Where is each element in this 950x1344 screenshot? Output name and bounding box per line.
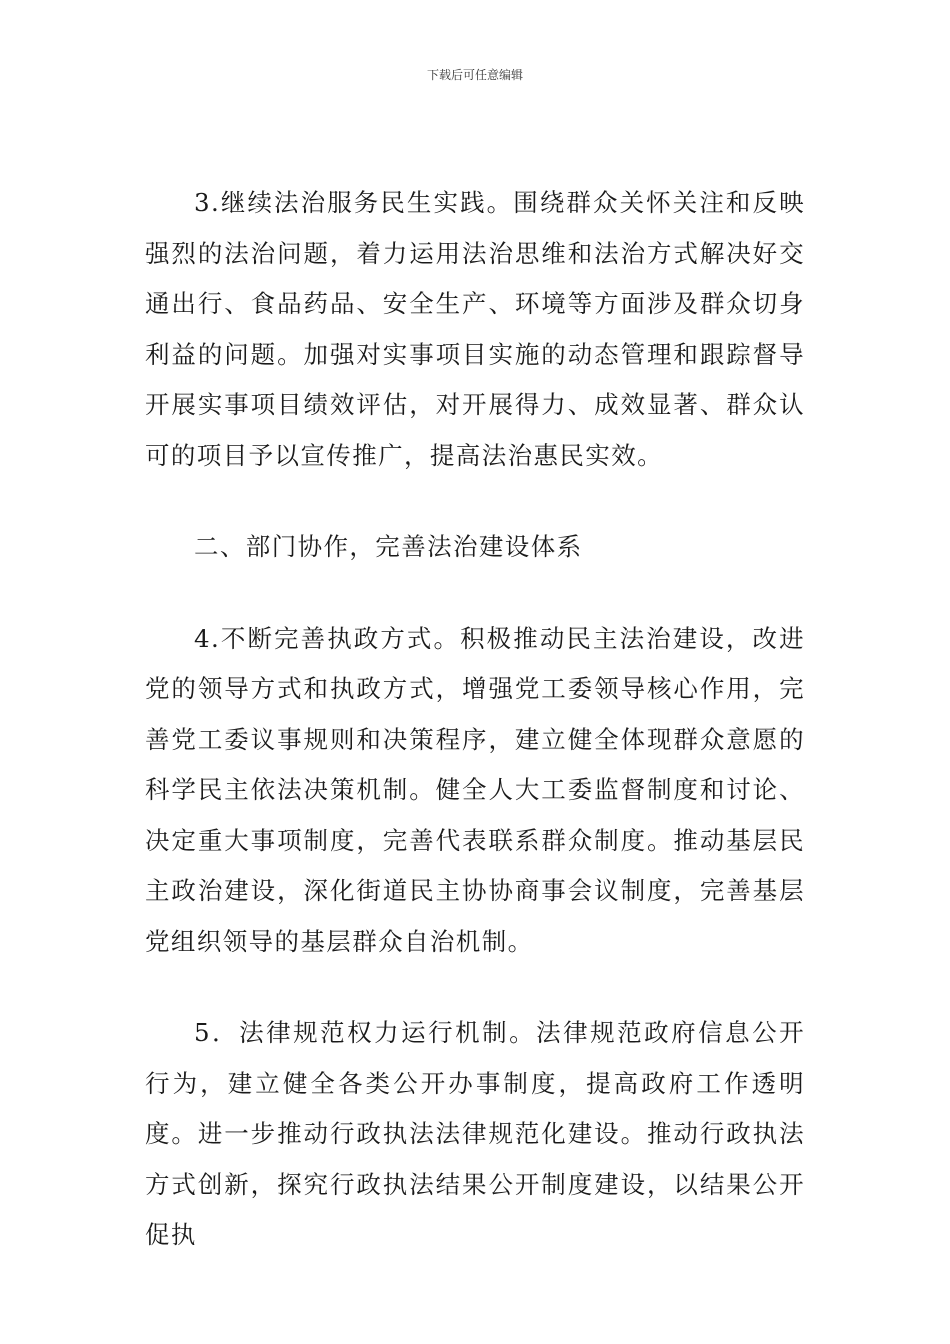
paragraph-3-livelihood-practice: 3.继续法治服务民生实践。围绕群众关怀关注和反映强烈的法治问题，着力运用法治思维和法治方式解决好交通出行、食品药品、安全生产、环境等方面涉及群众切身利益的问题。加强对实事项目实施的动态管理和跟踪督导开展实事项目绩效评估，对开展得力、成效显著、群众认可的项目予以宣传推广，提高法治惠民实效。 [145, 188, 805, 470]
document-body [145, 178, 805, 1261]
paragraph-gap [145, 481, 805, 522]
paragraph-gap [145, 573, 805, 614]
paragraph-gap [145, 967, 805, 1008]
paragraph-5-power-operation: 5．法律规范权力运行机制。法律规范政府信息公开行为，建立健全各类公开办事制度，提高政府工作透明度。进一步推动行政执法法律规范化建设。推动行政执法方式创新，探究行政执法结果公开制度建设，以结果公开促执 [145, 1018, 805, 1249]
paragraph-4-governance-methods: 4.不断完善执政方式。积极推动民主法治建设，改进党的领导方式和执政方式，增强党工委领导核心作用，完善党工委议事规则和决策程序，建立健全体现群众意愿的科学民主依法决策机制。健全人大工委监督制度和讨论、决定重大事项制度，完善代表联系群众制度。推动基层民主政治建设，深化街道民主协协商事会议制度，完善基层党组织领导的基层群众自治机制。 [145, 623, 805, 956]
header-note: 下载后可任意编辑 [426, 68, 523, 82]
section-heading-department-cooperation: 二、部门协作，完善法治建设体系 [194, 532, 583, 561]
